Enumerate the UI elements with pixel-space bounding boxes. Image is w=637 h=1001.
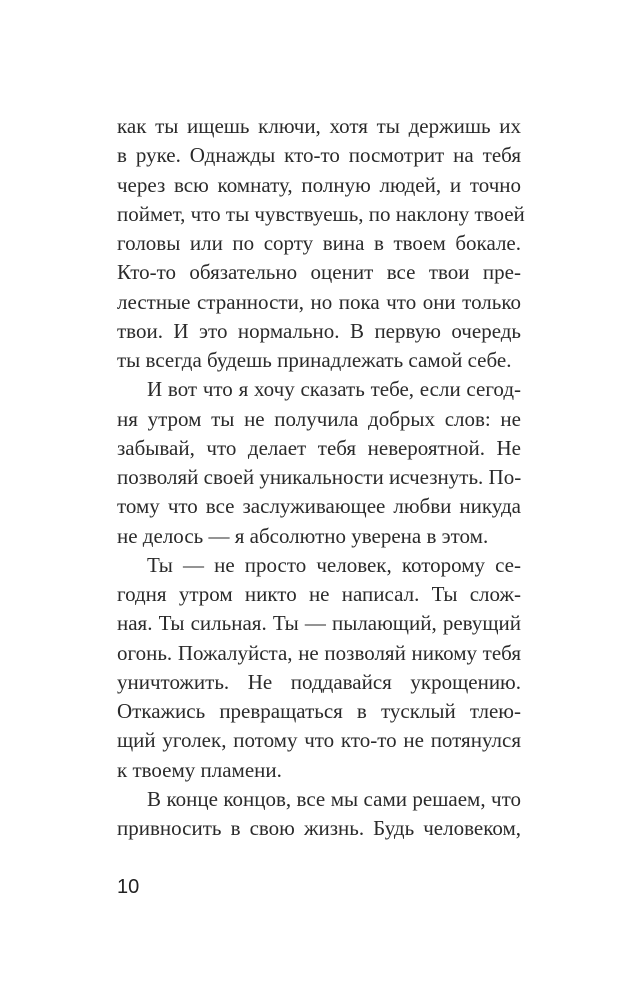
paragraph [117, 112, 525, 375]
text-line: головы или по сорту вина в твоем бокале. [117, 231, 521, 255]
text-line: забывай, что делает тебя невероятной. Не [117, 435, 521, 460]
text-line: к твоему пламени. [117, 757, 282, 782]
text-line: тому что все заслуживающее любви никуда [117, 494, 521, 519]
text-line: твои. И это нормально. В первую очередь [117, 318, 521, 343]
text-line: уничтожить. Не поддавайся укрощению. [117, 669, 521, 694]
paragraph [117, 375, 521, 551]
paragraph [117, 785, 521, 844]
page-number: 10 [117, 876, 140, 898]
text-line: огонь. Пожалуйста, не позволяй никому тебя [117, 640, 521, 665]
text-line: Ты — не просто человек, которому се- [147, 552, 521, 577]
text-line: Кто-то обязательно оценит все твои пре- [117, 260, 521, 285]
page-body-text [117, 112, 525, 843]
text-line: как ты ищешь ключи, хотя ты держишь их [117, 114, 521, 138]
text-line: привносить в свою жизнь. Будь человеком, [117, 816, 521, 840]
text-line: в руке. Однажды кто-то посмотрит на тебя [117, 143, 521, 168]
text-line: Откажись превращаться в тусклый тлею- [117, 699, 521, 723]
text-line: ты всегда будешь принадлежать самой себе. [117, 348, 512, 372]
text-line: через всю комнату, полную людей, и точно [117, 172, 521, 197]
text-line: поймет, что ты чувствуешь, по наклону твоей [117, 201, 525, 226]
text-line: лестные странности, но пока что они только [117, 289, 521, 314]
paragraph [117, 551, 521, 785]
text-line: В конце концов, все мы сами решаем, что [147, 786, 521, 811]
text-line: щий уголек, потому что кто-то не потянулся [117, 728, 521, 753]
text-line: позволяй своей уникальности исчезнуть. По- [117, 465, 522, 489]
text-line: ня утром ты не получила добрых слов: не [117, 406, 521, 431]
text-line: ная. Ты сильная. Ты — пылающий, ревущий [117, 611, 521, 636]
text-line: И вот что я хочу сказать тебе, если сегод- [147, 377, 521, 402]
text-line: не делось — я абсолютно уверена в этом. [117, 523, 489, 548]
text-line: годня утром никто не написал. Ты слож- [117, 582, 521, 606]
